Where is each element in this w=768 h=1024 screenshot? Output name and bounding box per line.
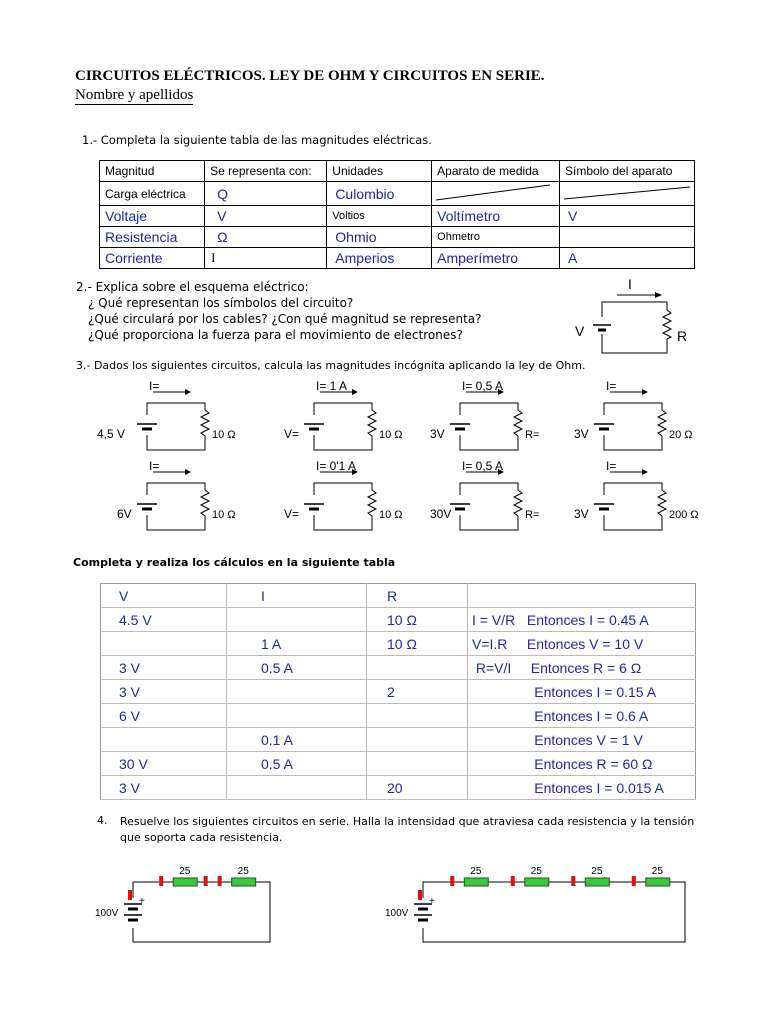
current-label: I= [606,460,617,473]
current-label: I= [149,380,160,393]
table-cell [367,728,468,752]
header-cell: Aparato de medida [432,161,560,182]
table-cell: 6 V [101,704,227,728]
wire [460,403,518,415]
resistor-label: 10 Ω [212,429,236,441]
table-cell: 10 Ω [367,608,468,632]
q3-circuit [408,460,558,535]
q2-line: 2.- Explica sobre el esquema eléctrico: [76,280,309,294]
header-cell: V [101,584,227,608]
q3-circuit [262,380,412,455]
wire [604,515,662,530]
resistor-symbol [658,410,666,436]
q3-circuit [262,460,412,535]
wire [314,435,372,450]
q3-circuit [552,460,702,535]
resistor-label: 200 Ω [669,509,699,521]
table-cell [101,728,227,752]
table-cell: 0.5 A [227,656,367,680]
wire [314,403,372,415]
header-cell: Se representa con: [205,161,327,182]
header-cell: I [227,584,367,608]
wire [460,483,518,495]
table-cell: 20 [367,776,468,800]
table-row [101,656,696,680]
arrow-head [185,389,191,395]
q3-circuit [95,460,245,535]
resistor-value: 25 [530,866,542,877]
q2-line: ¿Qué circulará por los cables? ¿Con qué magnitud se representa? [88,312,482,326]
table-cell: 3 V [101,656,227,680]
table-cell [227,704,367,728]
q4-number: 4. [97,814,108,827]
voltage-label: V [575,323,585,339]
resistor-label: 10 Ω [379,509,403,521]
q3-circuit [552,380,702,455]
q3-text: 3.- Dados los siguientes circuitos, calcula las magnitudes incógnita aplicando la ley de Ohm. [76,359,586,372]
marker [159,876,163,886]
current-label: I [628,276,632,292]
table-row [101,752,696,776]
table-cell [367,656,468,680]
q2-line: ¿Qué proporciona la fuerza para el movimiento de electrones? [88,328,463,342]
resistor-symbol [514,410,522,436]
table-cell [367,752,468,776]
table-row [101,632,696,656]
wire [147,483,205,495]
resistor [646,878,670,886]
table-cell [227,680,367,704]
resistor-symbol [368,490,376,516]
table-cell: R=V/I Entonces R = 6 Ω [468,656,696,680]
wire [147,515,205,530]
resistor-symbol [368,410,376,436]
table-cell [227,608,367,632]
header-cell: R [367,584,468,608]
plus-sign: + [429,896,435,907]
table-cell: Voltímetro [432,206,560,227]
table-cell: Resistencia [100,227,205,248]
marker [204,876,208,886]
resistor [232,878,256,886]
wire [147,403,205,415]
table-cell: Amperímetro [432,248,560,269]
table-cell: Entonces I = 0.015 A [468,776,696,800]
table-cell: Voltaje [100,206,205,227]
marker [418,890,422,900]
resistor [525,878,549,886]
table-cell: 30 V [101,752,227,776]
header-cell: Símbolo del aparato [560,161,695,182]
table-cell: Ω [205,227,327,248]
resistor-value: 25 [591,866,603,877]
table-cell: Ohmio [327,227,432,248]
table-cell: 4.5 V [101,608,227,632]
table-cell: Ohmetro [432,227,560,248]
resistor-symbol [658,490,666,516]
q4-line: Resuelve los siguientes circuitos en serie. Halla la intensidad que atraviesa cada resistencia y la tensión [120,815,695,828]
table-cell: 3 V [101,776,227,800]
wire [604,435,662,450]
table-row [101,776,696,800]
voltage-label: 30V [430,507,452,521]
resistor [173,878,197,886]
calc-table [100,583,696,800]
resistor-value: 25 [470,866,482,877]
table-cell: I [205,248,327,269]
page-title: CIRCUITOS ELÉCTRICOS. LEY DE OHM Y CIRCUITOS EN SERIE. [75,68,545,84]
wire [460,435,518,450]
table-cell: Carga eléctrica [100,182,205,206]
table-cell: 1 A [227,632,367,656]
resistor-symbol [514,490,522,516]
resistor-symbol [201,490,209,516]
table-cell: Entonces I = 0.6 A [468,704,696,728]
current-label: I= [606,380,617,393]
q4-circuits [0,860,768,970]
arrow-head [185,469,191,475]
header-cell: Magnitud [100,161,205,182]
voltage-label: 6V [117,507,132,521]
wire [133,882,270,942]
voltage-label: V= [284,427,300,441]
marker [450,876,454,886]
current-label: I= 0,5 A [462,460,504,473]
resistor [585,878,609,886]
q2-line: ¿ Qué representan los símbolos del circuito? [88,296,354,310]
table-cell: 10 Ω [367,632,468,656]
table-cell [367,704,468,728]
resistor-label: R [677,328,688,344]
voltage-label: 3V [574,507,589,521]
wire [604,403,662,415]
table-cell: V [560,206,695,227]
table-row [101,608,696,632]
table-cell: Voltios [327,206,432,227]
wire [147,435,205,450]
table-cell [101,632,227,656]
wire [314,483,372,495]
arrow-head [642,389,648,395]
table-cell: 3 V [101,680,227,704]
resistor-value: 25 [237,866,249,877]
voltage-label: 4,5 V [97,427,126,441]
header-cell [468,584,696,608]
header-cell: Unidades [327,161,432,182]
wire [314,515,372,530]
current-label: I= 0'1 A [316,460,356,473]
resistor-label: 10 Ω [379,429,403,441]
arrow-head [352,389,358,395]
table-cell: 2 [367,680,468,704]
q1-text: 1.- Completa la siguiente tabla de las magnitudes eléctricas. [82,133,432,147]
table-cell: A [560,248,695,269]
wire [460,515,518,530]
voltage-label: 3V [574,427,589,441]
marker [218,876,222,886]
marker [511,876,515,886]
plus-sign: + [139,896,145,907]
resistor-symbol [201,410,209,436]
calc-title: Completa y realiza los cálculos en la siguiente tabla [73,556,396,569]
resistor [464,878,488,886]
q3-circuit [408,380,558,455]
table-cell: 0.5 A [227,752,367,776]
voltage-label: 100V [385,908,409,919]
voltage-label: 3V [430,427,445,441]
current-label: I= 0,5 A [462,380,504,393]
current-label: I= [149,460,160,473]
table-row [101,704,696,728]
table-cell: Culombio [327,182,432,206]
table-cell: Entonces I = 0.15 A [468,680,696,704]
table-cell: I = V/R Entonces I = 0.45 A [468,608,696,632]
resistor-label: 20 Ω [669,429,693,441]
resistor-label: 10 Ω [212,509,236,521]
table-cell: Entonces R = 60 Ω [468,752,696,776]
q3-circuit [95,380,245,455]
marker [632,876,636,886]
table-cell: Entonces V = 1 V [468,728,696,752]
marker [128,890,132,900]
table-header-row [101,584,696,608]
table-cell: V [205,206,327,227]
q4-line: que soporta cada resistencia. [120,831,283,844]
wire [423,882,685,942]
resistor-label: R= [525,509,540,521]
table-cell: Corriente [100,248,205,269]
table-cell: V=I.R Entonces V = 10 V [468,632,696,656]
voltage-label: 100V [95,908,119,919]
q4-text [120,814,694,846]
table-row [101,680,696,704]
table-cell: Q [205,182,327,206]
arrow-head [642,469,648,475]
voltage-label: V= [284,507,300,521]
resistor-value: 25 [651,866,663,877]
marker [571,876,575,886]
name-label: Nombre y apellidos [75,87,194,103]
resistor-value: 25 [179,866,191,877]
table-cell: Amperios [327,248,432,269]
current-label: I= 1 A [316,380,348,393]
resistor-label: R= [525,429,540,441]
table-cell [227,776,367,800]
table-cell: 0.1 A [227,728,367,752]
table-row [101,728,696,752]
wire [604,483,662,495]
